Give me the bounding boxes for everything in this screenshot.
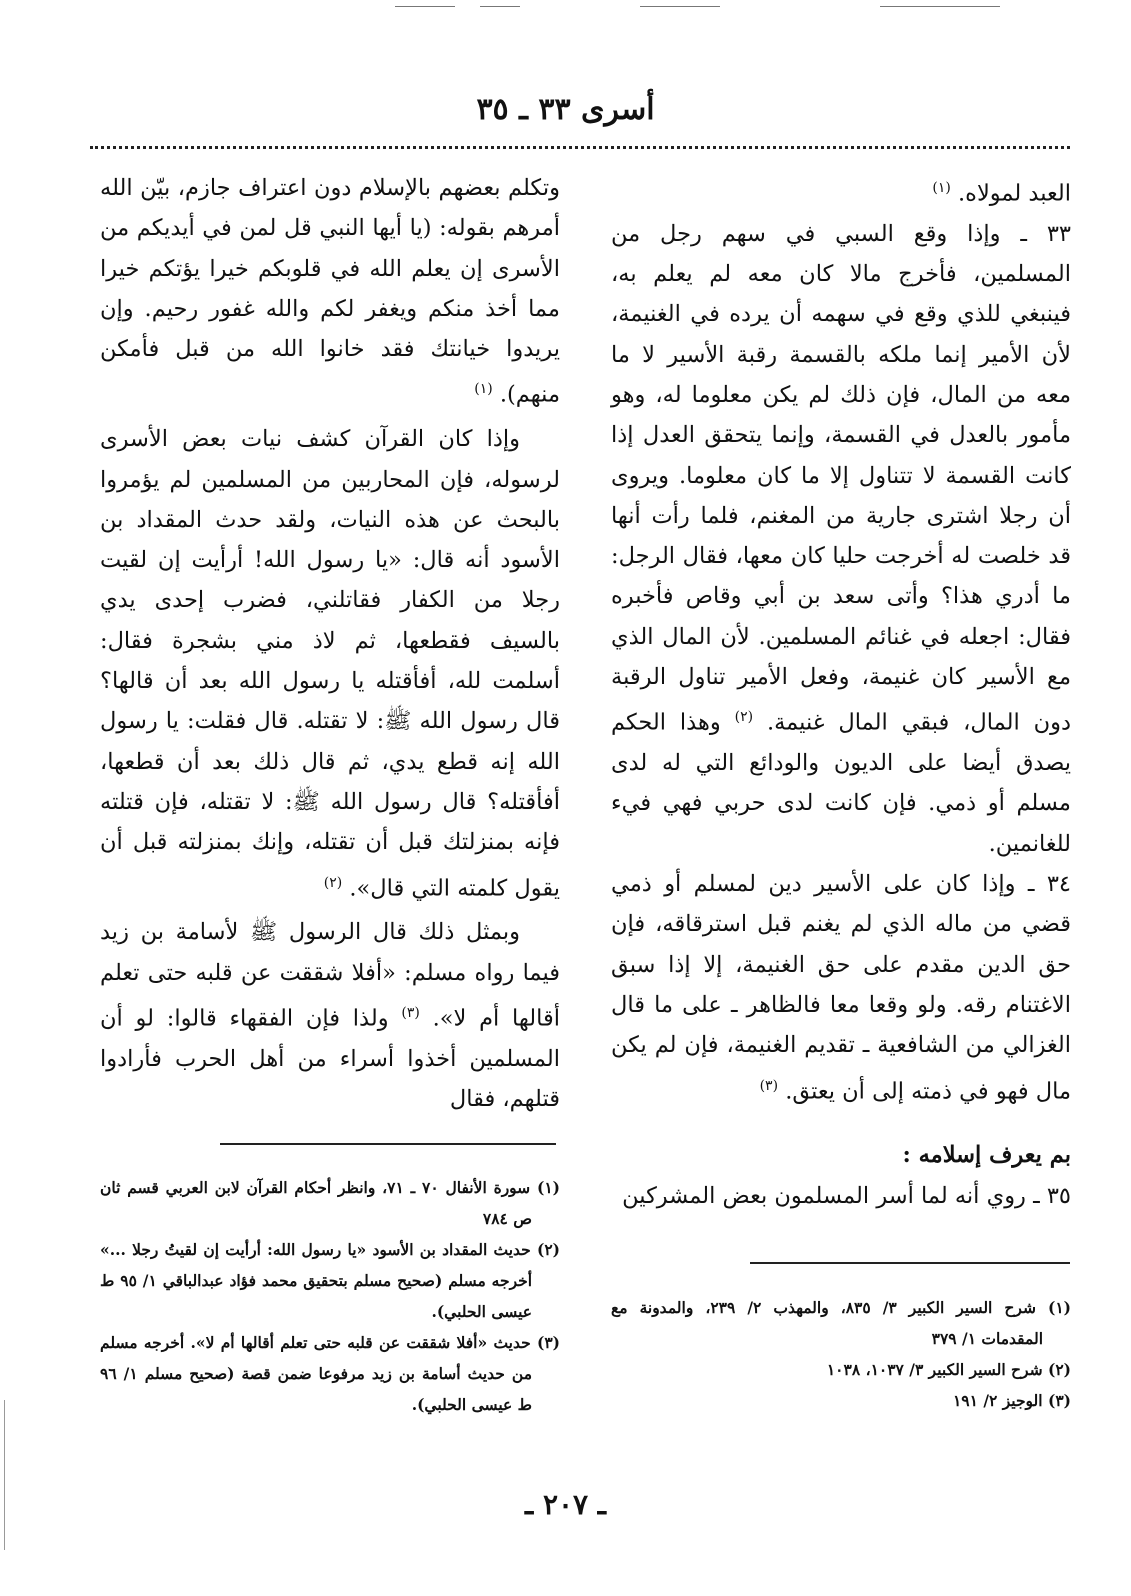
footnote-item: (٣) حديث «أفلا شققت عن قلبه حتى تعلم أقالها أم لا». أخرجه مسلم من حديث أسامة بن زيد مرفوعا ضمن قصة (صحيح مسلم ١/ ٩٦ ط عيسى الحلبي). bbox=[100, 1333, 560, 1414]
footnotes-left bbox=[100, 1172, 560, 1420]
scan-artifact-line bbox=[880, 6, 1000, 7]
paragraph bbox=[100, 912, 560, 1119]
footnote-item: (٢) شرح السير الكبير ٣/ ١٠٣٧، ١٠٣٨ bbox=[826, 1360, 1071, 1379]
footnote-item: (١) شرح السير الكبير ٣/ ٨٣٥، والمهذب ٢/ ٢٣٩، والمدونة مع المقدمات ١/ ٣٧٩ bbox=[611, 1298, 1071, 1348]
paragraph-text-tail: وهذا الحكم يصدق أيضا على الديون والودائع التي له لدى مسلم أو ذمي. فإن كانت لدى حربي فهي فيء للغانمين. bbox=[611, 709, 1071, 857]
footnote-marker: (١) bbox=[932, 180, 951, 196]
left-column bbox=[100, 168, 560, 1119]
footnote-divider-left bbox=[220, 1143, 556, 1145]
paragraph bbox=[100, 168, 560, 415]
scan-artifact-line bbox=[480, 6, 520, 7]
scan-artifact-line bbox=[395, 6, 455, 7]
footnote-item: (١) سورة الأنفال ٧٠ ـ ٧١، وانظر أحكام القرآن لابن العربي قسم ثان ص ٧٨٤ bbox=[100, 1178, 560, 1228]
paragraph-34 bbox=[611, 864, 1071, 1111]
page-title: أسرى ٣٣ ـ ٣٥ bbox=[476, 92, 655, 127]
paragraph-text: وتكلم بعضهم بالإسلام دون اعتراف جازم، بيّن الله أمرهم بقوله: (يا أيها النبي قل لمن في أيديكم من الأسرى إن يعلم الله في قلوبكم خيرا يؤتكم خيرا مما أخذ منكم ويغفر لكم والله غفور رحيم. وإن يريدوا خيانتك فقد خانوا الله من قبل فأمكن منهم). bbox=[100, 175, 560, 408]
paragraph-35-start: ٣٥ ـ روي أنه لما أسر المسلمون بعض المشركين bbox=[622, 1182, 1071, 1209]
paragraph bbox=[611, 168, 1071, 214]
title-divider bbox=[90, 146, 1070, 149]
scan-artifact-line bbox=[640, 6, 720, 7]
footnote-marker: (٢) bbox=[734, 709, 754, 726]
paragraph-text: العبد لمولاه. bbox=[958, 180, 1071, 207]
footnote-item: (٢) حديث المقداد بن الأسود «يا رسول الله: أرأيت إن لقيتُ رجلا ...» أخرجه مسلم (صحيح مسلم بتحقيق محمد فؤاد عبدالباقي ١/ ٩٥ ط عيسى الحلبي). bbox=[100, 1240, 560, 1321]
footnote-divider-right bbox=[750, 1262, 1070, 1264]
paragraph-text-tail: ولذا فإن الفقهاء قالوا: لو أن المسلمين أخذوا أسراء من أهل الحرب فأرادوا قتلهم، فقال bbox=[100, 1005, 560, 1113]
footnotes-right bbox=[611, 1292, 1071, 1416]
paragraph-text: وإذا كان القرآن كشف نيات بعض الأسرى لرسوله، فإن المحاربين من المسلمين لم يؤمروا بالبحث عن هذه النيات، ولقد حدث المقداد بن الأسود أنه قال: «يا رسول الله! أرأيت إن لقيت رجلا من الكفار فقاتلني، فضرب إحدى يدي بالسيف فقطعها، ثم لاذ مني بشجرة فقال: أسلمت لله، أفأقتله يا رسول الله بعد أن قالها؟ قال رسول الله ﷺ: لا تقتله. قال فقلت: يا رسول الله إنه قطع يدي، ثم قال ذلك بعد أن قطعها، أفأقتله؟ قال رسول الله ﷺ: لا تقتله، فإن قتلته فإنه بمنزلتك قبل أن تقتله، وإنك بمنزلته قبل أن يقول كلمته التي قال». bbox=[100, 426, 560, 902]
scan-artifact-edge bbox=[4, 1400, 5, 1550]
footnote-item: (٣) الوجيز ٢/ ١٩١ bbox=[952, 1391, 1071, 1410]
footnote-marker: (٣) bbox=[759, 1077, 779, 1094]
section-heading: بم يعرف إسلامه : bbox=[902, 1142, 1071, 1169]
footnote-marker: (٢) bbox=[323, 874, 343, 891]
paragraph-text: ٣٤ ـ وإذا كان على الأسير دين لمسلم أو ذمي قضي من ماله الذي لم يغنم قبل استرقاقه، فإن حق الدين مقدم على حق الغنيمة، إلا إذا سبق الاغتنام رقه. ولو وقعا معا فالظاهر ـ على ما قال الغزالي من الشافعية ـ تقديم الغنيمة، فإن لم يكن مال فهو في ذمته إلى أن يعتق. bbox=[611, 871, 1071, 1105]
paragraph-text: ٣٣ ـ وإذا وقع السبي في سهم رجل من المسلمين، فأخرج مالا كان معه لم يعلم به، فينبغي للذي وقع في سهمه أن يرده في الغنيمة، لأن الأمير إنما ملكه بالقسمة رقبة الأسير لا ما معه من المال، فإن ذلك لم يكن معلوما له، وهو مأمور بالعدل في القسمة، وإنما يتحقق العدل إذا كانت القسمة لا تتناول إلا ما كان معلوما. ويروى أن رجلا اشترى جارية من المغنم، فلما رأت أنها قد خلصت له أخرجت حليا كان معها، فقال الرجل: ما أدري هذا؟ وأتى سعد بن أبي وقاص فأخبره فقال: اجعله في غنائم المسلمين. لأن المال الذي مع الأسير كان غنيمة، وفعل الأمير تناول الرقبة دون المال، فبقي المال غنيمة. bbox=[611, 220, 1072, 736]
paragraph-33 bbox=[611, 214, 1071, 864]
footnote-marker: (٣) bbox=[401, 1004, 420, 1021]
page-number: ـ ٢٠٧ ـ bbox=[524, 1488, 607, 1521]
right-column bbox=[611, 168, 1071, 1216]
paragraph bbox=[100, 419, 560, 908]
footnote-marker: (١) bbox=[474, 381, 493, 398]
paragraph-text: وبمثل ذلك قال الرسول ﷺ لأسامة بن زيد فيما رواه مسلم: «أفلا شققت عن قلبه حتى تعلم أقالها أم لا». bbox=[100, 919, 560, 1032]
